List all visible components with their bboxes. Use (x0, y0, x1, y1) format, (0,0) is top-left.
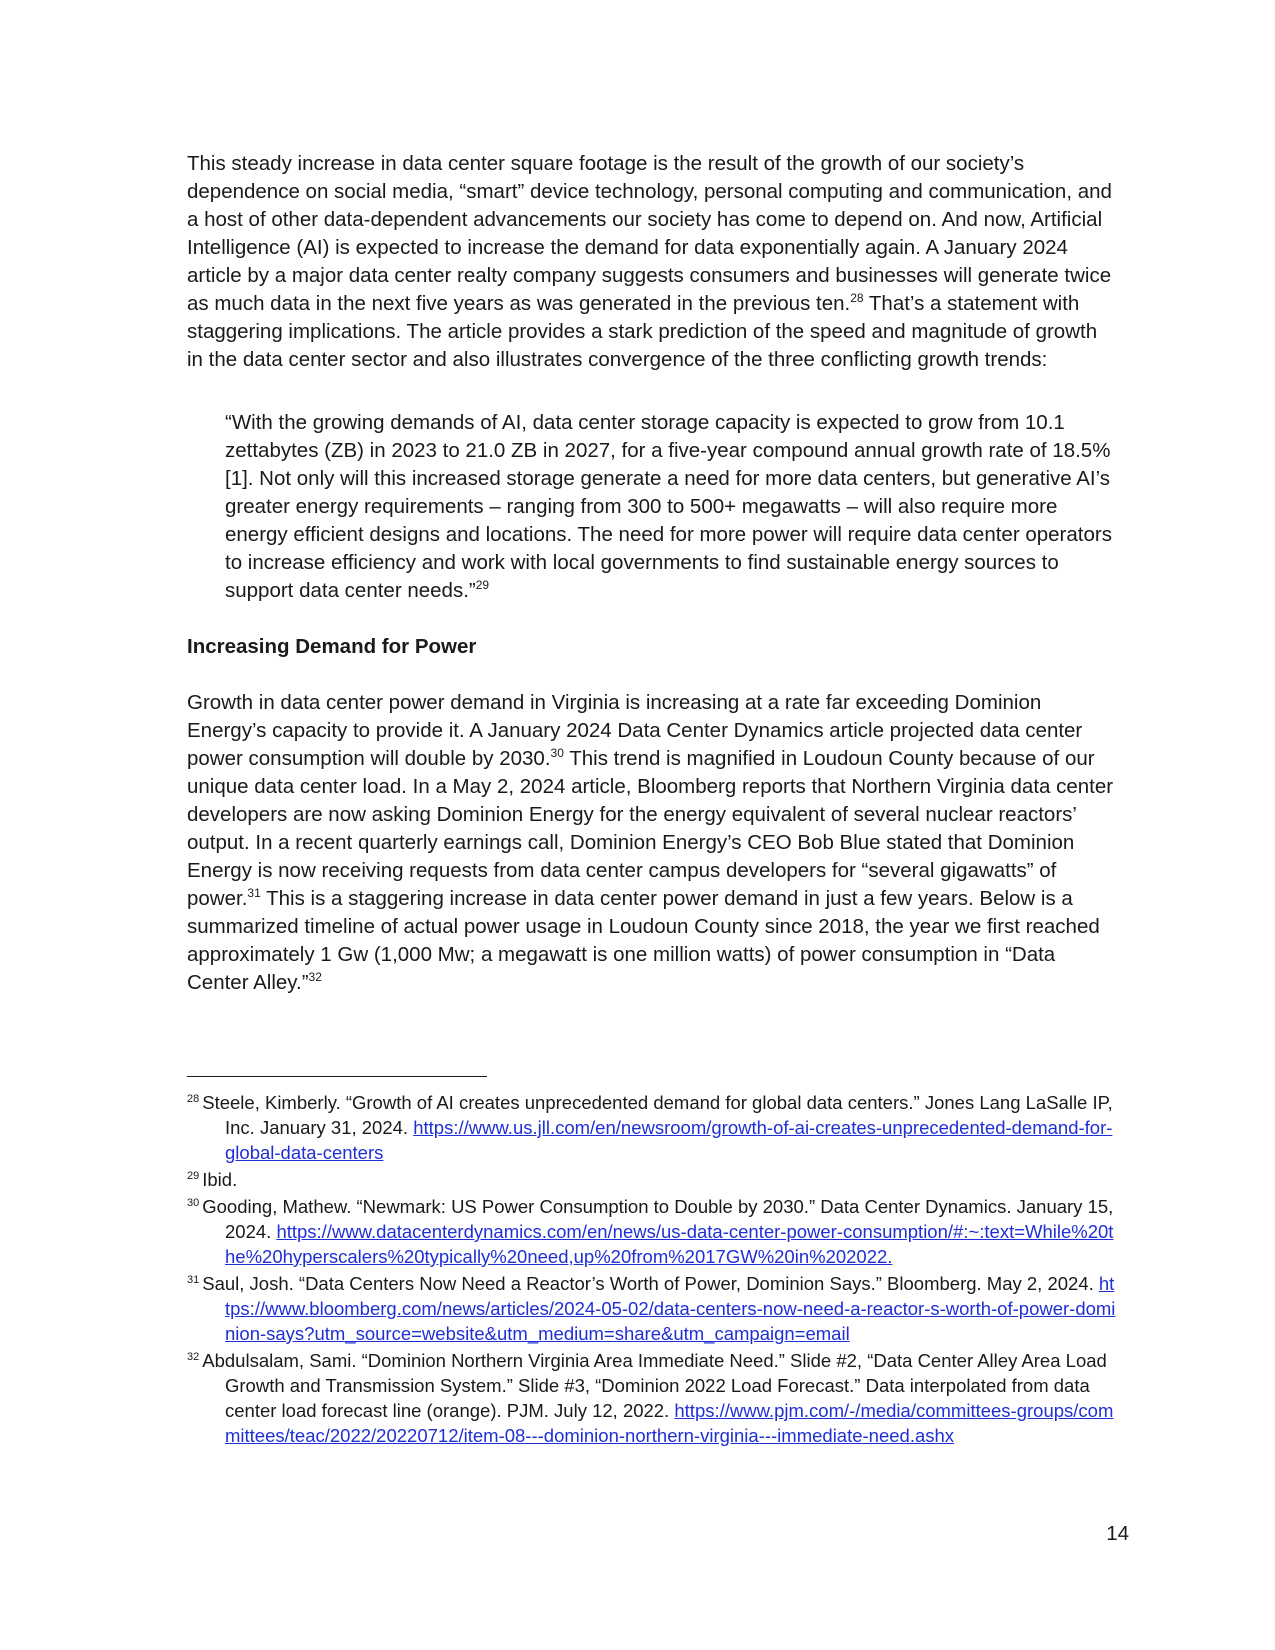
footnote-number: 29 (187, 1169, 200, 1182)
footnote-ref-32[interactable]: 32 (308, 970, 322, 985)
footnote-number: 31 (187, 1273, 200, 1286)
paragraph-data-growth (187, 150, 1117, 374)
document-body (187, 150, 1117, 997)
footnote-ref-31[interactable]: 31 (247, 886, 261, 901)
paragraph-text: This is a staggering increase in data center power demand in just a few years. Below is a summarized timeline of actual power usage in Loudoun County since 2018, the year we first reached approximately 1 Gw (1,000 Mw; a megawatt is one million watts) of power consumption in “Data Center Alley.” (187, 887, 1100, 994)
footnote-link[interactable]: https://www.pjm.com/-/media/committees-groups/committees/teac/2022/20220712/item-08---dominion-northern-virginia---immediate-need.ashx (225, 1400, 1114, 1446)
footnote-29 (187, 1167, 1117, 1192)
paragraph-power-demand (187, 689, 1117, 997)
footnote-ref-29[interactable]: 29 (475, 578, 490, 593)
footnote-link[interactable]: https://www.us.jll.com/en/newsroom/growth-of-ai-creates-unprecedented-demand-for-global-data-centers (225, 1117, 1113, 1163)
paragraph-text: This trend is magnified in Loudoun County because of our unique data center load. In a May 2, 2024 article, Bloomberg reports that Northern Virginia data center developers are now asking Dominion Energy for the energy equivalent of several nuclear reactors’ output. In a recent quarterly earnings call, Dominion Energy’s CEO Bob Blue stated that Dominion Energy is now receiving requests from data center campus developers for “several gigawatts” of power. (187, 747, 1114, 910)
footnote-text: Gooding, Mathew. “Newmark: US Power Consumption to Double by 2030.” Data Center Dynamics. January 15, 2024. (202, 1196, 1114, 1242)
footnote-number: 32 (187, 1350, 200, 1363)
footnote-number: 30 (187, 1196, 200, 1209)
block-quote (225, 409, 1117, 605)
footnote-text: Ibid. (202, 1169, 238, 1190)
paragraph-text: Growth in data center power demand in Virginia is increasing at a rate far exceeding Dominion Energy’s capacity to provide it. A January 2024 Data Center Dynamics article projected data center power consumption will double by 2030. (187, 691, 1083, 770)
footnote-text: Saul, Josh. “Data Centers Now Need a Reactor’s Worth of Power, Dominion Says.” Bloomberg. May 2, 2024. (202, 1273, 1099, 1294)
paragraph-text: This steady increase in data center square footage is the result of the growth of our society’s dependence on social media, “smart” device technology, personal computing and communication, and a host of other data-dependent advancements our society has come to depend on. And now, Artificial Intelligence (AI) is expected to increase the demand for data exponentially again. A January 2024 article by a major data center realty company suggests consumers and businesses will generate twice as much data in the next five years as was generated in the previous ten. (187, 152, 1112, 315)
footnote-32 (187, 1348, 1117, 1448)
footnote-31 (187, 1271, 1117, 1346)
footnote-link[interactable]: https://www.datacenterdynamics.com/en/news/us-data-center-power-consumption/#:~:text=While%20the%20hyperscalers%20typically%20need,up%20from%2017GW%20in%202022. (225, 1221, 1114, 1267)
footnote-separator (187, 1076, 487, 1077)
section-heading: Increasing Demand for Power (187, 635, 477, 658)
footnote-ref-30[interactable]: 30 (550, 746, 564, 761)
footnotes (187, 1090, 1117, 1450)
footnote-number: 28 (187, 1092, 200, 1105)
footnote-text: Abdulsalam, Sami. “Dominion Northern Virginia Area Immediate Need.” Slide #2, “Data Center Alley Area Load Growth and Transmission System.” Slide #3, “Dominion 2022 Load Forecast.” Data interpolated from data center load forecast line (orange). PJM. July 12, 2022. (202, 1350, 1107, 1421)
footnote-30 (187, 1194, 1117, 1269)
quote-text: “With the growing demands of AI, data center storage capacity is expected to grow from 10.1 zettabytes (ZB) in 2023 to 21.0 ZB in 2027, for a five-year compound annual growth rate of 18.5%[1]. Not only will this increased storage generate a need for more data centers, but generative AI’s greater energy requirements – ranging from 300 to 500+ megawatts – will also require more energy efficient designs and locations. The need for more power will require data center operators to increase efficiency and work with local governments to find sustainable energy sources to support data center needs.” (225, 411, 1112, 602)
footnote-text: Steele, Kimberly. “Growth of AI creates unprecedented demand for global data centers.” Jones Lang LaSalle IP, Inc. January 31, 2024. (202, 1092, 1113, 1138)
footnote-link[interactable]: https://www.bloomberg.com/news/articles/2024-05-02/data-centers-now-need-a-reactor-s-worth-of-power-dominion-says?utm_source=website&utm_medium=share&utm_campaign=email (225, 1273, 1116, 1344)
page-number: 14 (1106, 1522, 1129, 1545)
footnote-28 (187, 1090, 1117, 1165)
footnote-ref-28[interactable]: 28 (850, 291, 864, 306)
paragraph-text: That’s a statement with staggering implications. The article provides a stark prediction of the speed and magnitude of growth in the data center sector and also illustrates convergence of the three conflicting growth trends: (187, 292, 1098, 371)
